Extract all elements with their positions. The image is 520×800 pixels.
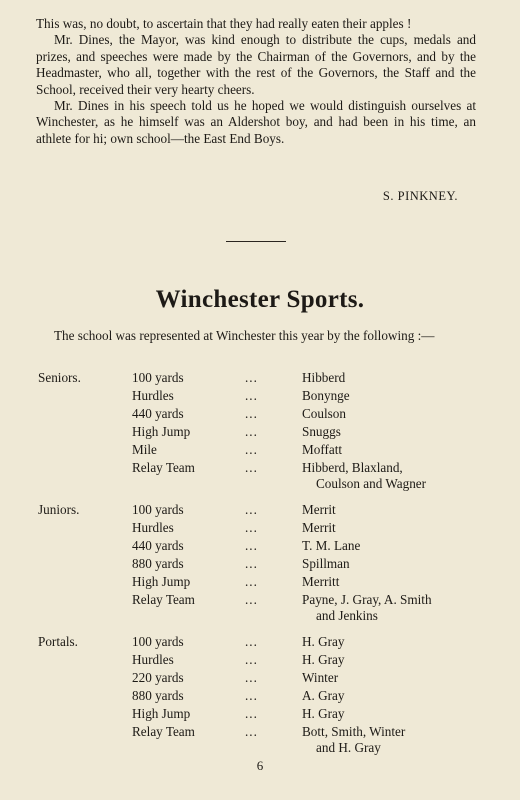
leader-dots: ...	[245, 406, 258, 421]
section-intro: The school was represented at Winchester this year by the following :—	[54, 328, 435, 343]
result-line-continued: and H. Gray	[316, 740, 381, 755]
event-result	[302, 460, 477, 492]
result-line: Winter	[302, 670, 339, 685]
result-line: Merrit	[302, 520, 336, 535]
event-name: 100 yards	[132, 370, 184, 385]
leader-dots: ...	[245, 502, 258, 517]
event-result	[302, 520, 477, 536]
intro-text	[36, 16, 476, 147]
event-name: Relay Team	[132, 592, 195, 607]
result-line: Spillman	[302, 556, 350, 571]
intro-paragraph-2: Mr. Dines, the Mayor, was kind enough to distribute the cups, medals and prizes, and speeches were made by the Chairman of the Governors, and by the Headmaster, who all, together with the rest of the Governors, the Staff and the School, received their very hearty cheers.	[36, 32, 476, 97]
result-line: Hibberd	[302, 370, 346, 385]
leader-dots: ...	[245, 706, 258, 721]
event-result	[302, 592, 477, 624]
event-name: Hurdles	[132, 520, 174, 535]
leader-dots: ...	[245, 724, 258, 739]
event-name: 440 yards	[132, 406, 184, 421]
result-line-continued: Coulson and Wagner	[316, 476, 427, 491]
event-result	[302, 688, 477, 704]
leader-dots: ...	[245, 538, 258, 553]
event-name: 440 yards	[132, 538, 184, 553]
result-line: Hibberd, Blaxland,	[302, 460, 403, 475]
leader-dots: ...	[245, 370, 258, 385]
event-name: Hurdles	[132, 652, 174, 667]
leader-dots: ...	[245, 424, 258, 439]
event-name: 220 yards	[132, 670, 184, 685]
event-result	[302, 424, 477, 440]
leader-dots: ...	[245, 556, 258, 571]
event-result	[302, 706, 477, 722]
result-line: Bott, Smith, Winter	[302, 724, 406, 739]
event-name: High Jump	[132, 706, 191, 721]
event-result	[302, 406, 477, 422]
leader-dots: ...	[245, 634, 258, 649]
group-label: Seniors.	[38, 370, 81, 385]
leader-dots: ...	[245, 688, 258, 703]
event-result	[302, 388, 477, 404]
event-result	[302, 502, 477, 518]
result-line: Bonynge	[302, 388, 350, 403]
event-result	[302, 538, 477, 554]
event-name: 880 yards	[132, 688, 184, 703]
result-line: H. Gray	[302, 634, 345, 649]
event-name: Mile	[132, 442, 157, 457]
result-line: Moffatt	[302, 442, 343, 457]
event-result	[302, 670, 477, 686]
page-number: 6	[256, 758, 264, 773]
result-line: A. Gray	[302, 688, 345, 703]
event-result	[302, 556, 477, 572]
result-line: H. Gray	[302, 652, 345, 667]
author-signature: S. PINKNEY.	[382, 189, 458, 203]
group-label: Portals.	[38, 634, 78, 649]
event-name: 880 yards	[132, 556, 184, 571]
event-name: Relay Team	[132, 724, 195, 739]
leader-dots: ...	[245, 574, 258, 589]
event-result	[302, 724, 477, 756]
event-name: Hurdles	[132, 388, 174, 403]
event-result	[302, 574, 477, 590]
leader-dots: ...	[245, 442, 258, 457]
leader-dots: ...	[245, 670, 258, 685]
leader-dots: ...	[245, 592, 258, 607]
event-name: High Jump	[132, 424, 191, 439]
intro-paragraph-3: Mr. Dines in his speech told us he hoped we would distinguish ourselves at Winchester, as he himself was an Aldershot boy, and had been in his time, an athlete for hi; own school—the East End Boys.	[36, 98, 476, 146]
event-result	[302, 634, 477, 650]
result-line: Coulson	[302, 406, 346, 421]
result-line: Snuggs	[302, 424, 341, 439]
leader-dots: ...	[245, 460, 258, 475]
event-result	[302, 442, 477, 458]
leader-dots: ...	[245, 520, 258, 535]
result-line: Merrit	[302, 502, 336, 517]
event-name: Relay Team	[132, 460, 195, 475]
result-line: H. Gray	[302, 706, 345, 721]
result-line: T. M. Lane	[302, 538, 361, 553]
leader-dots: ...	[245, 652, 258, 667]
group-label: Juniors.	[38, 502, 80, 517]
event-name: 100 yards	[132, 502, 184, 517]
event-result	[302, 652, 477, 668]
section-divider	[226, 241, 286, 242]
leader-dots: ...	[245, 388, 258, 403]
event-result	[302, 370, 477, 386]
result-line-continued: and Jenkins	[316, 608, 378, 623]
section-title: Winchester Sports.	[155, 286, 365, 313]
result-line: Merritt	[302, 574, 340, 589]
event-name: High Jump	[132, 574, 191, 589]
event-name: 100 yards	[132, 634, 184, 649]
intro-paragraph-1: This was, no doubt, to ascertain that they had really eaten their apples !	[36, 16, 412, 31]
result-line: Payne, J. Gray, A. Smith	[302, 592, 432, 607]
